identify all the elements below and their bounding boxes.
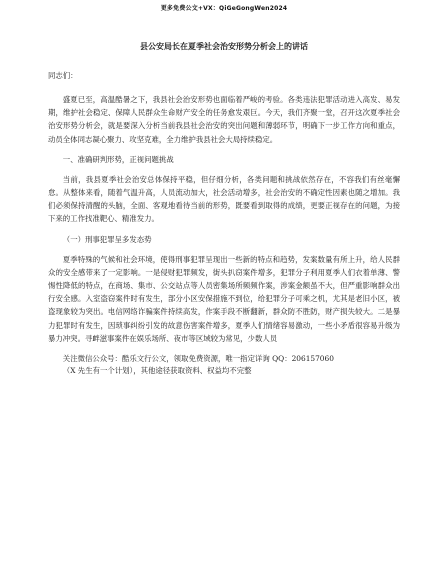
paragraph-crime: 夏季特殊的气候和社会环境，使得刑事犯罪呈现出一些新的特点和趋势，发案数量有所上升，给人民群众的安全感带来了一定影响。一是侵财犯罪频发，街头扒窃案件增多，犯罪分子利用夏季人们衣着单薄、警惕性降低的特点，在商场、集市、公交站点等人员密集场所频频作案，涉案金额虽不大，但严重影响群众出行安全感。入室盗窃案件时有发生，部分小区安保措施不到位，给犯罪分子可乘之机，尤其是老旧小区，被盗现象较为突出。电信网络诈骗案件持续高发，作案手段不断翻新，群众防不胜防，财产损失较大。二是暴力犯罪时有发生，因琐事纠纷引发的故意伤害案件增多，夏季人们情绪容易激动，一些小矛盾很容易升级为暴力冲突。寻衅滋事案件在娱乐场所、夜市等区域较为常见，少数人员 (48, 254, 400, 343)
document-page (48, 36, 400, 377)
greeting: 同志们： (48, 71, 78, 80)
document-title: 县公安局长在夏季社会治安形势分析会上的讲话 (140, 41, 308, 51)
promo-header: 更多免费公文+VX：QiGeGongWen2024 (160, 5, 288, 12)
paragraph-intro: 盛夏已至，高温酷暑之下，我县社会治安形势也面临着严峻的考验。各类违法犯罪活动进入高发、易发期，维护社会稳定、保障人民群众生命财产安全的任务愈发艰巨。今天，我们齐聚一堂，召开这次夏季社会治安形势分析会，就是要深入分析当前我县社会治安的突出问题和薄弱环节，明确下一步工作方向和重点，动员全体同志凝心聚力、攻坚克难，全力维护我县社会大局持续稳定。 (48, 95, 400, 144)
paragraph-situation: 当前，我县夏季社会治安总体保持平稳，但仔细分析，各类问题和挑战依然存在，不容我们有丝毫懈怠。从整体来看，随着气温升高，人员流动加大，社会活动增多，社会治安的不确定性因素也随之增加。我们必须保持清醒的头脑，全面、客观地看待当前的形势，既要看到取得的成绩，更要正视存在的问题，为接下来的工作找准靶心、精准发力。 (48, 174, 400, 224)
section-heading-1: 一、准确研判形势，正视问题挑战 (62, 154, 174, 164)
watermark-line-2: （X 先生有一个计划），其他途径获取资料、权益均不完整 (62, 366, 252, 376)
watermark-line-1: 关注微信公众号：酷乐文行公文，领取免费资源，唯一指定详询 QQ：206157060 (62, 354, 334, 364)
subsection-heading-1: （一）刑事犯罪呈多发态势 (62, 234, 152, 244)
